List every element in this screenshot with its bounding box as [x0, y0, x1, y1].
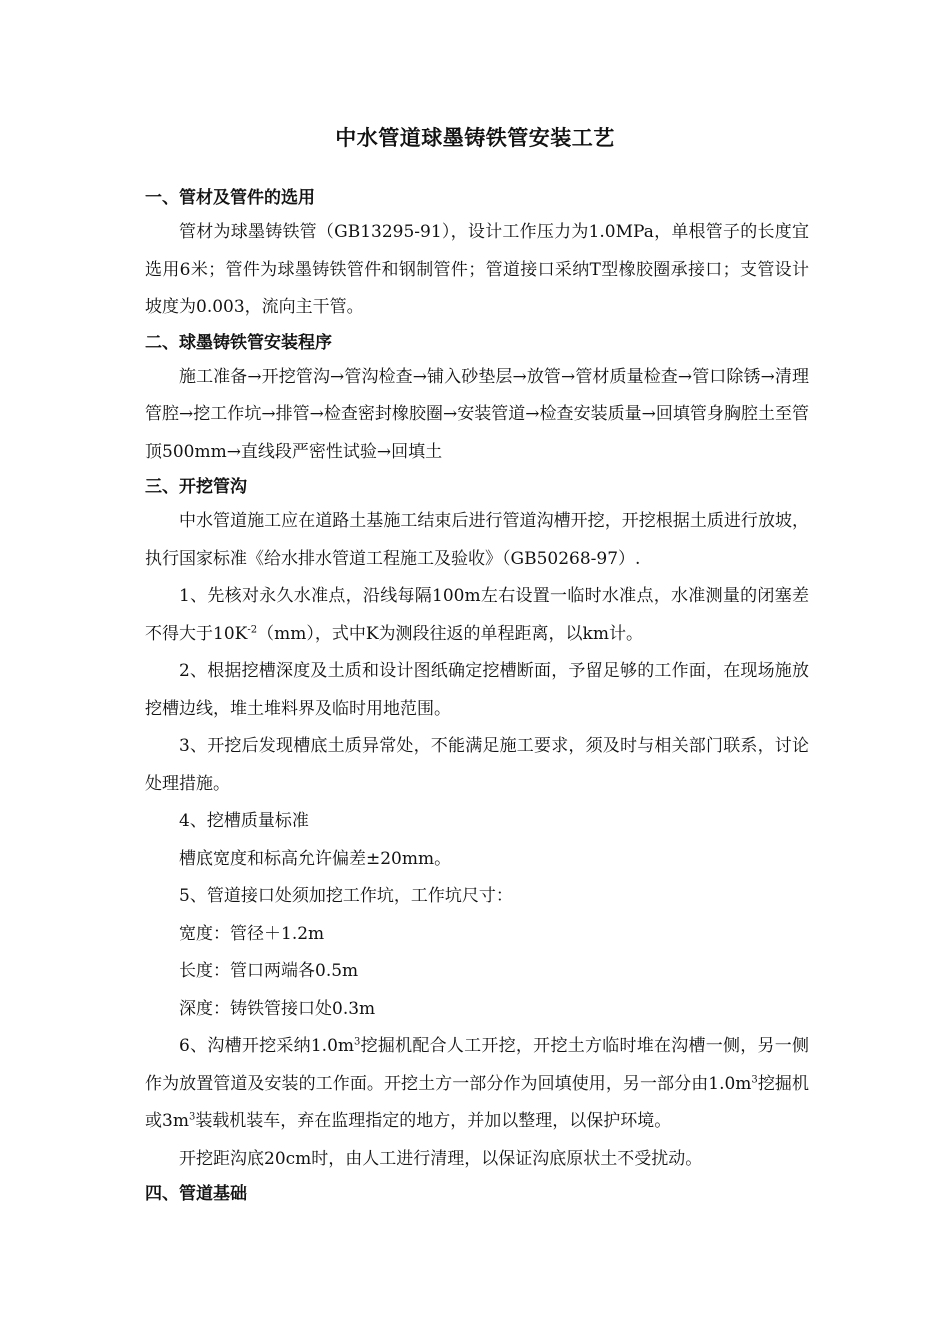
section-heading-4: 四、管道基础 [145, 1184, 247, 1204]
document-body [145, 182, 809, 1210]
paragraph-pit-depth: 深度：铸铁管接口处0.3m [179, 998, 376, 1019]
document-title: 中水管道球墨铸铁管安装工艺 [335, 126, 615, 150]
paragraph-excavation-method [145, 1028, 809, 1141]
paragraph-trench-section: 2、根据挖槽深度及土质和设计图纸确定挖槽断面，予留足够的工作面，在现场施放挖槽边线，堆土堆料界及临时用地范围。 [145, 661, 809, 719]
paragraph-quality-standard: 4、挖槽质量标准 [179, 811, 309, 831]
paragraph-manual-cleanup: 开挖距沟底20cm时，由人工进行清理，以保证沟底原状土不受扰动。 [179, 1148, 703, 1169]
paragraph-trench-intro: 中水管道施工应在道路土基施工结束后进行管道沟槽开挖，开挖根据土质进行放坡，执行国家标准《给水排水管道工程施工及验收》（GB50268-97）. [145, 511, 809, 569]
paragraph-work-pit: 5、管道接口处须加挖工作坑，工作坑尺寸： [179, 886, 513, 906]
paragraph-tolerance: 槽底宽度和标高允许偏差±20mm。 [179, 848, 452, 869]
benchmark-exponent: -2 [247, 623, 258, 635]
excavation-text-a: 6、沟槽开挖采纳1.0m [179, 1036, 355, 1056]
paragraph-benchmark [145, 578, 809, 653]
section-heading-2: 二、球墨铸铁管安装程序 [145, 332, 332, 353]
cubic-superscript-3: 3 [188, 1111, 196, 1123]
paragraph-abnormal-soil: 3、开挖后发现槽底土质异常处，不能满足施工要求，须及时与相关部门联系，讨论处理措施。 [145, 736, 809, 794]
excavation-text-d: 装载机装车，弃在监理指定的地方，并加以整理，以保护环境。 [195, 1111, 672, 1131]
benchmark-text-a: 1、先核对永久水准点，沿线每隔100m左右设置一临时水准点，水准测量的闭塞差不得大于10K [145, 586, 809, 644]
paragraph-pit-length: 长度：管口两端各0.5m [179, 961, 359, 981]
section-heading-1: 一、管材及管件的选用 [145, 188, 315, 208]
cubic-superscript-1: 3 [354, 1036, 361, 1048]
excavation-text-c: 挖掘机或3m [145, 1073, 810, 1131]
benchmark-text-b: （mm），式中K为测段往返的单程距离，以km计。 [257, 623, 643, 644]
excavation-text-b: 挖掘机配合人工开挖，开挖土方临时堆在沟槽一侧，另一侧作为放置管道及安装的工作面。开挖土方一部分作为回填使用，另一部分由1.0m [145, 1036, 809, 1094]
cubic-superscript-2: 3 [751, 1073, 758, 1085]
paragraph-install-procedure: 施工准备→开挖管沟→管沟检查→铺入砂垫层→放管→管材质量检查→管口除锈→清理管腔→挖工作坑→排管→检查密封橡胶圈→安装管道→检查安装质量→回填管身胸腔土至管顶500mm→直线段严密性试验→回填土 [145, 366, 809, 462]
paragraph-material-selection: 管材为球墨铸铁管（GB13295-91），设计工作压力为1.0MPa，单根管子的长度宜选用6米；管件为球墨铸铁管件和钢制管件；管道接口采纳T型橡胶圈承接口；支管设计坡度为0.003，流向主干管。 [145, 222, 809, 317]
section-heading-3: 三、开挖管沟 [145, 477, 247, 497]
paragraph-pit-width: 宽度：管径＋1.2m [179, 923, 325, 944]
